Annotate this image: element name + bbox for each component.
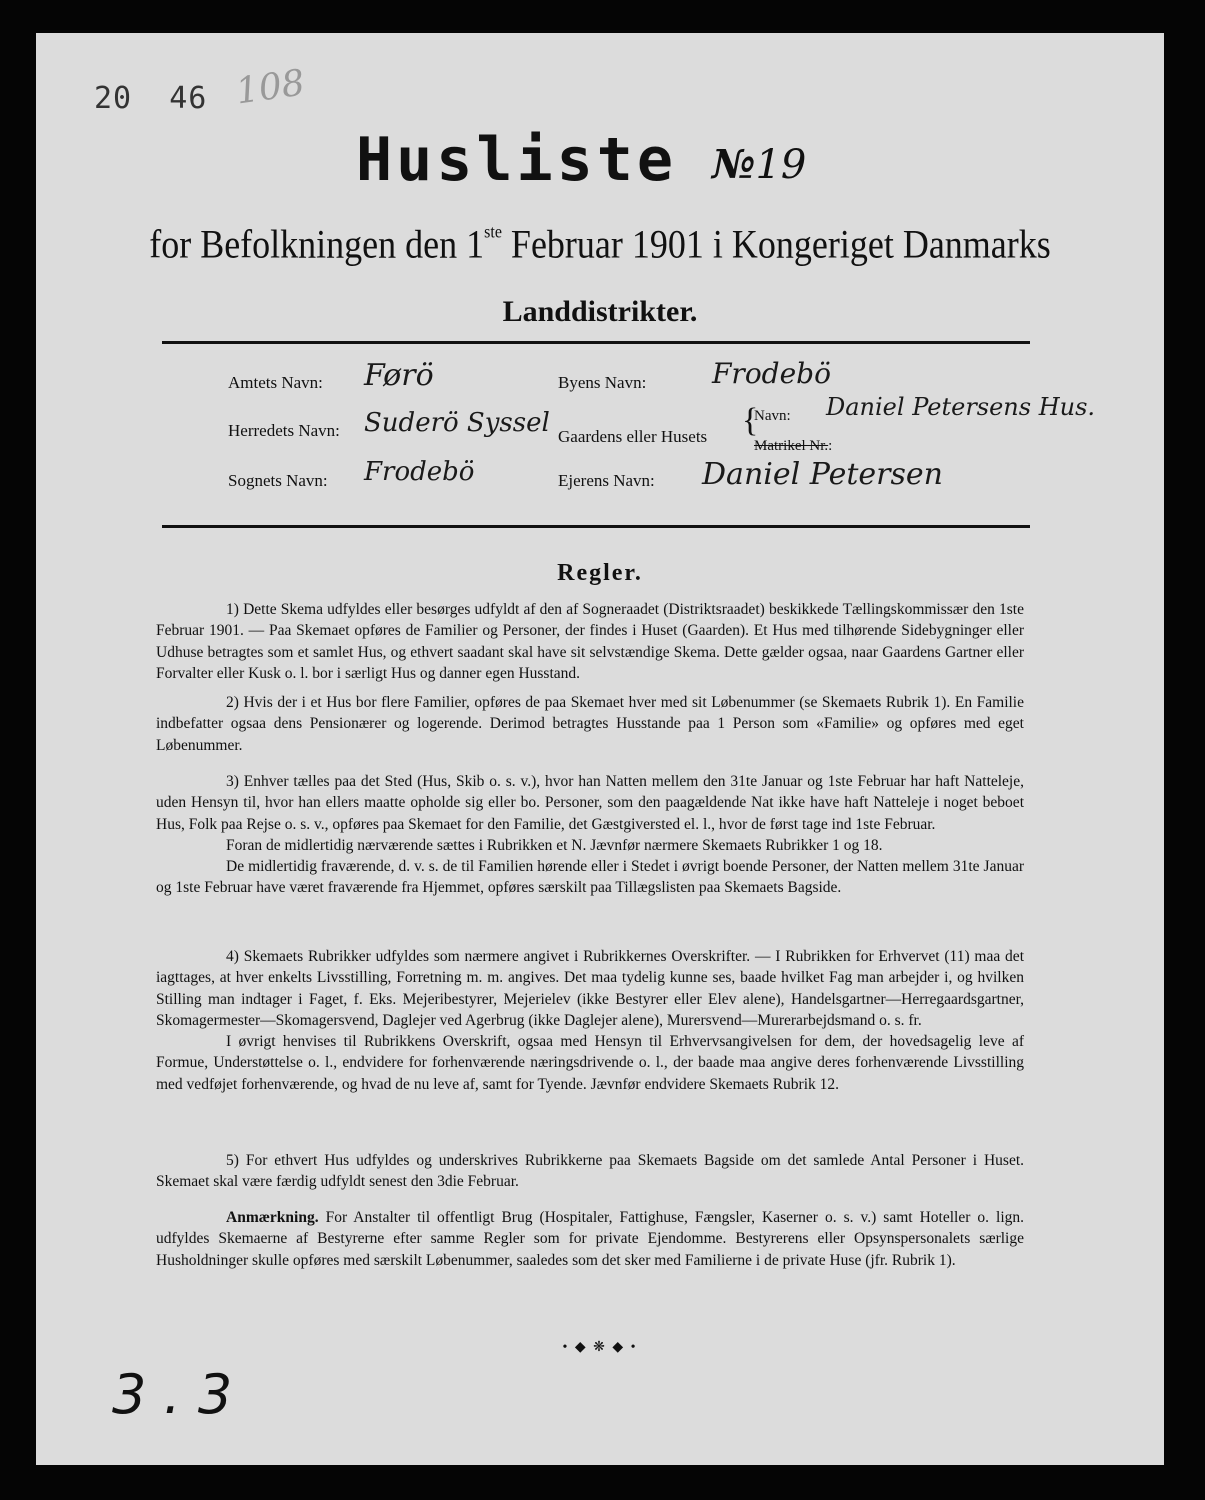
navn-value: Daniel Petersens Hus. bbox=[826, 393, 1096, 421]
subtitle-part-a: for Befolkningen den 1 bbox=[149, 221, 485, 267]
page-mark: 3 . 3 bbox=[112, 1363, 233, 1426]
subtitle-part-b: Februar 1901 i Kongeriget Danmarks bbox=[501, 221, 1051, 267]
ejer-label: Ejerens Navn: bbox=[558, 471, 655, 490]
form-subtitle bbox=[36, 220, 1164, 267]
matrikel-label: Matrikel Nr. bbox=[754, 438, 829, 454]
rule-1-text: 1) Dette Skema udfyldes eller besørges udfyldt af den af Sogneraadet (Distriktsraadet) beskikkede Tællingskommissær den 1ste Februar 1901. — Paa Skemaet opføres de Familier og Personer, der findes i Huset (Gaarden). Et Hus med tilhørende Sidebygninger eller Udhuse betragtes som et samlet Hus, og ethvert saadant skal have sit selvstændige Skema. Dette gælder ogsaa, naar Gaardens Gartner eller Forvalter eller Kusk o. l. bor i særligt Hus og danner egen Husstand. bbox=[156, 601, 1024, 682]
ejer-value: Daniel Petersen bbox=[702, 457, 943, 492]
by-value: Frodebö bbox=[712, 357, 831, 390]
gaard-bracket: { bbox=[742, 402, 759, 439]
number-sign: № bbox=[712, 141, 756, 188]
herred-value: Suderö Syssel bbox=[364, 408, 550, 438]
form-number bbox=[712, 141, 806, 188]
amt-label: Amtets Navn: bbox=[228, 373, 323, 392]
annotation bbox=[156, 1207, 1024, 1271]
archive-number-1: 20 bbox=[94, 81, 133, 116]
rule-4-text-b: I øvrigt henvises til Rubrikkens Overskrift, ogsaa med Hensyn til Erhvervsangivelsen for dem, der hovedsagelig leve af Formue, Understøttelse o. l., endvidere for forhenværende næringsdrivende o. l., der baade maa angive deres forhenværende Livsstilling med vedføjet forhenværende, og hvad de nu leve af, samt for Tyende. Jævnfør endvidere Skemaets Rubrik 12. bbox=[156, 1033, 1024, 1093]
ornament: • ◆ ❋ ◆ • bbox=[562, 1340, 638, 1355]
matrikel-field bbox=[754, 438, 832, 455]
rule-5 bbox=[156, 1150, 1024, 1193]
archive-number-2: 46 bbox=[169, 81, 208, 116]
rule-2 bbox=[156, 692, 1024, 756]
rule-3-text-a: 3) Enhver tælles paa det Sted (Hus, Skib o. s. v.), hvor han Natten mellem den 31te Januar og 1ste Februar har haft Natteleje, uden Hensyn til, hvor han ellers maatte opholde sig eller bo. Personer, som den paagældende Nat ikke have haft Natteleje i noget beboet Hus, Folk paa Rejse o. s. v., opføres paa Skemaet for den Familie, det Gæstgiversted el. l., hvor de først tage ind 1ste Februar. bbox=[156, 773, 1024, 833]
rule-2-text: 2) Hvis der i et Hus bor flere Familier, opføres de paa Skemaet hver med sit Løbenummer (se Skemaets Rubrik 1). En Familie indbefatter ogsaa dens Pensionærer og logerende. Derimod betragtes Husstande paa 1 Person som «Familie» og opføres med eget Løbenummer. bbox=[156, 694, 1024, 754]
subtitle-superscript: ste bbox=[484, 222, 502, 242]
matrikel-colon: : bbox=[828, 438, 833, 454]
divider-bottom bbox=[162, 525, 1030, 528]
archive-handwritten-number: 108 bbox=[233, 62, 308, 113]
rules-heading: Regler. bbox=[557, 560, 643, 586]
rule-4 bbox=[156, 946, 1024, 1095]
sogn-label: Sognets Navn: bbox=[228, 471, 328, 490]
annotation-label: Anmærkning. bbox=[226, 1209, 319, 1226]
gaard-label: Gaardens eller Husets bbox=[558, 427, 708, 446]
amt-value: Førö bbox=[364, 358, 434, 393]
by-label: Byens Navn: bbox=[558, 373, 647, 392]
archive-numbers bbox=[94, 81, 225, 116]
form-subtitle-district: Landdistrikter. bbox=[502, 295, 698, 328]
sogn-value: Frodebö bbox=[364, 457, 475, 487]
rule-1 bbox=[156, 599, 1024, 684]
rule-4-text-a: 4) Skemaets Rubrikker udfyldes som nærmere angivet i Rubrikkernes Overskrifter. — I Rubrikken for Erhvervet (11) maa det iagttages, at hver enkelts Livsstilling, Forretning m. m. angives. Det maa tydelig kunne ses, baade hvilket Fag man arbejder i, og hvilken Stilling man indtager i Faget, f. Eks. Mejeribestyrer, Mejerielev (ikke Bestyrer eller Elev alene), Handelsgartner—Herregaardsgartner, Skomagermester—Skomagersvend, Daglejer ved Agerbrug (ikke Daglejer alene), Murersvend—Murerarbejdsmand o. s. fr. bbox=[156, 948, 1024, 1029]
rule-5-text: 5) For ethvert Hus udfyldes og underskrives Rubrikkerne paa Skemaets Bagside om det samlede Antal Personer i Huset. Skemaet skal være færdig udfyldt senest den 3die Februar. bbox=[156, 1152, 1024, 1191]
divider-top bbox=[162, 341, 1030, 344]
census-form-page bbox=[36, 33, 1164, 1465]
herred-label: Herredets Navn: bbox=[228, 421, 340, 440]
form-number-value: 19 bbox=[755, 142, 807, 188]
rule-3-text-c: De midlertidig fraværende, d. v. s. de til Familien hørende eller i Stedet i øvrigt boende Personer, der Natten mellem 31te Januar og 1ste Februar have været fraværende fra Hjemmet, opføres særskilt paa Tillægslisten paa Skemaets Bagside. bbox=[156, 858, 1024, 897]
navn-label: Navn: bbox=[754, 408, 791, 424]
rule-3 bbox=[156, 771, 1024, 899]
form-title: Husliste bbox=[356, 125, 677, 195]
annotation-text: For Anstalter til offentligt Brug (Hospitaler, Fattighuse, Fængsler, Kaserner o. s. v.) samt Hoteller o. lign. udfyldes Skemaerne af Bestyrerne efter samme Regler som for private Ejendomme. Bestyrerens eller Opsynspersonalets særlige Husholdninger skulle opføres med særskilt Løbenummer, saaledes som det sker med Familierne i de private Huse (jfr. Rubrik 1). bbox=[156, 1209, 1024, 1269]
rule-3-text-b: Foran de midlertidig nærværende sættes i Rubrikken et N. Jævnfør nærmere Skemaets Rubrikker 1 og 18. bbox=[226, 836, 883, 854]
